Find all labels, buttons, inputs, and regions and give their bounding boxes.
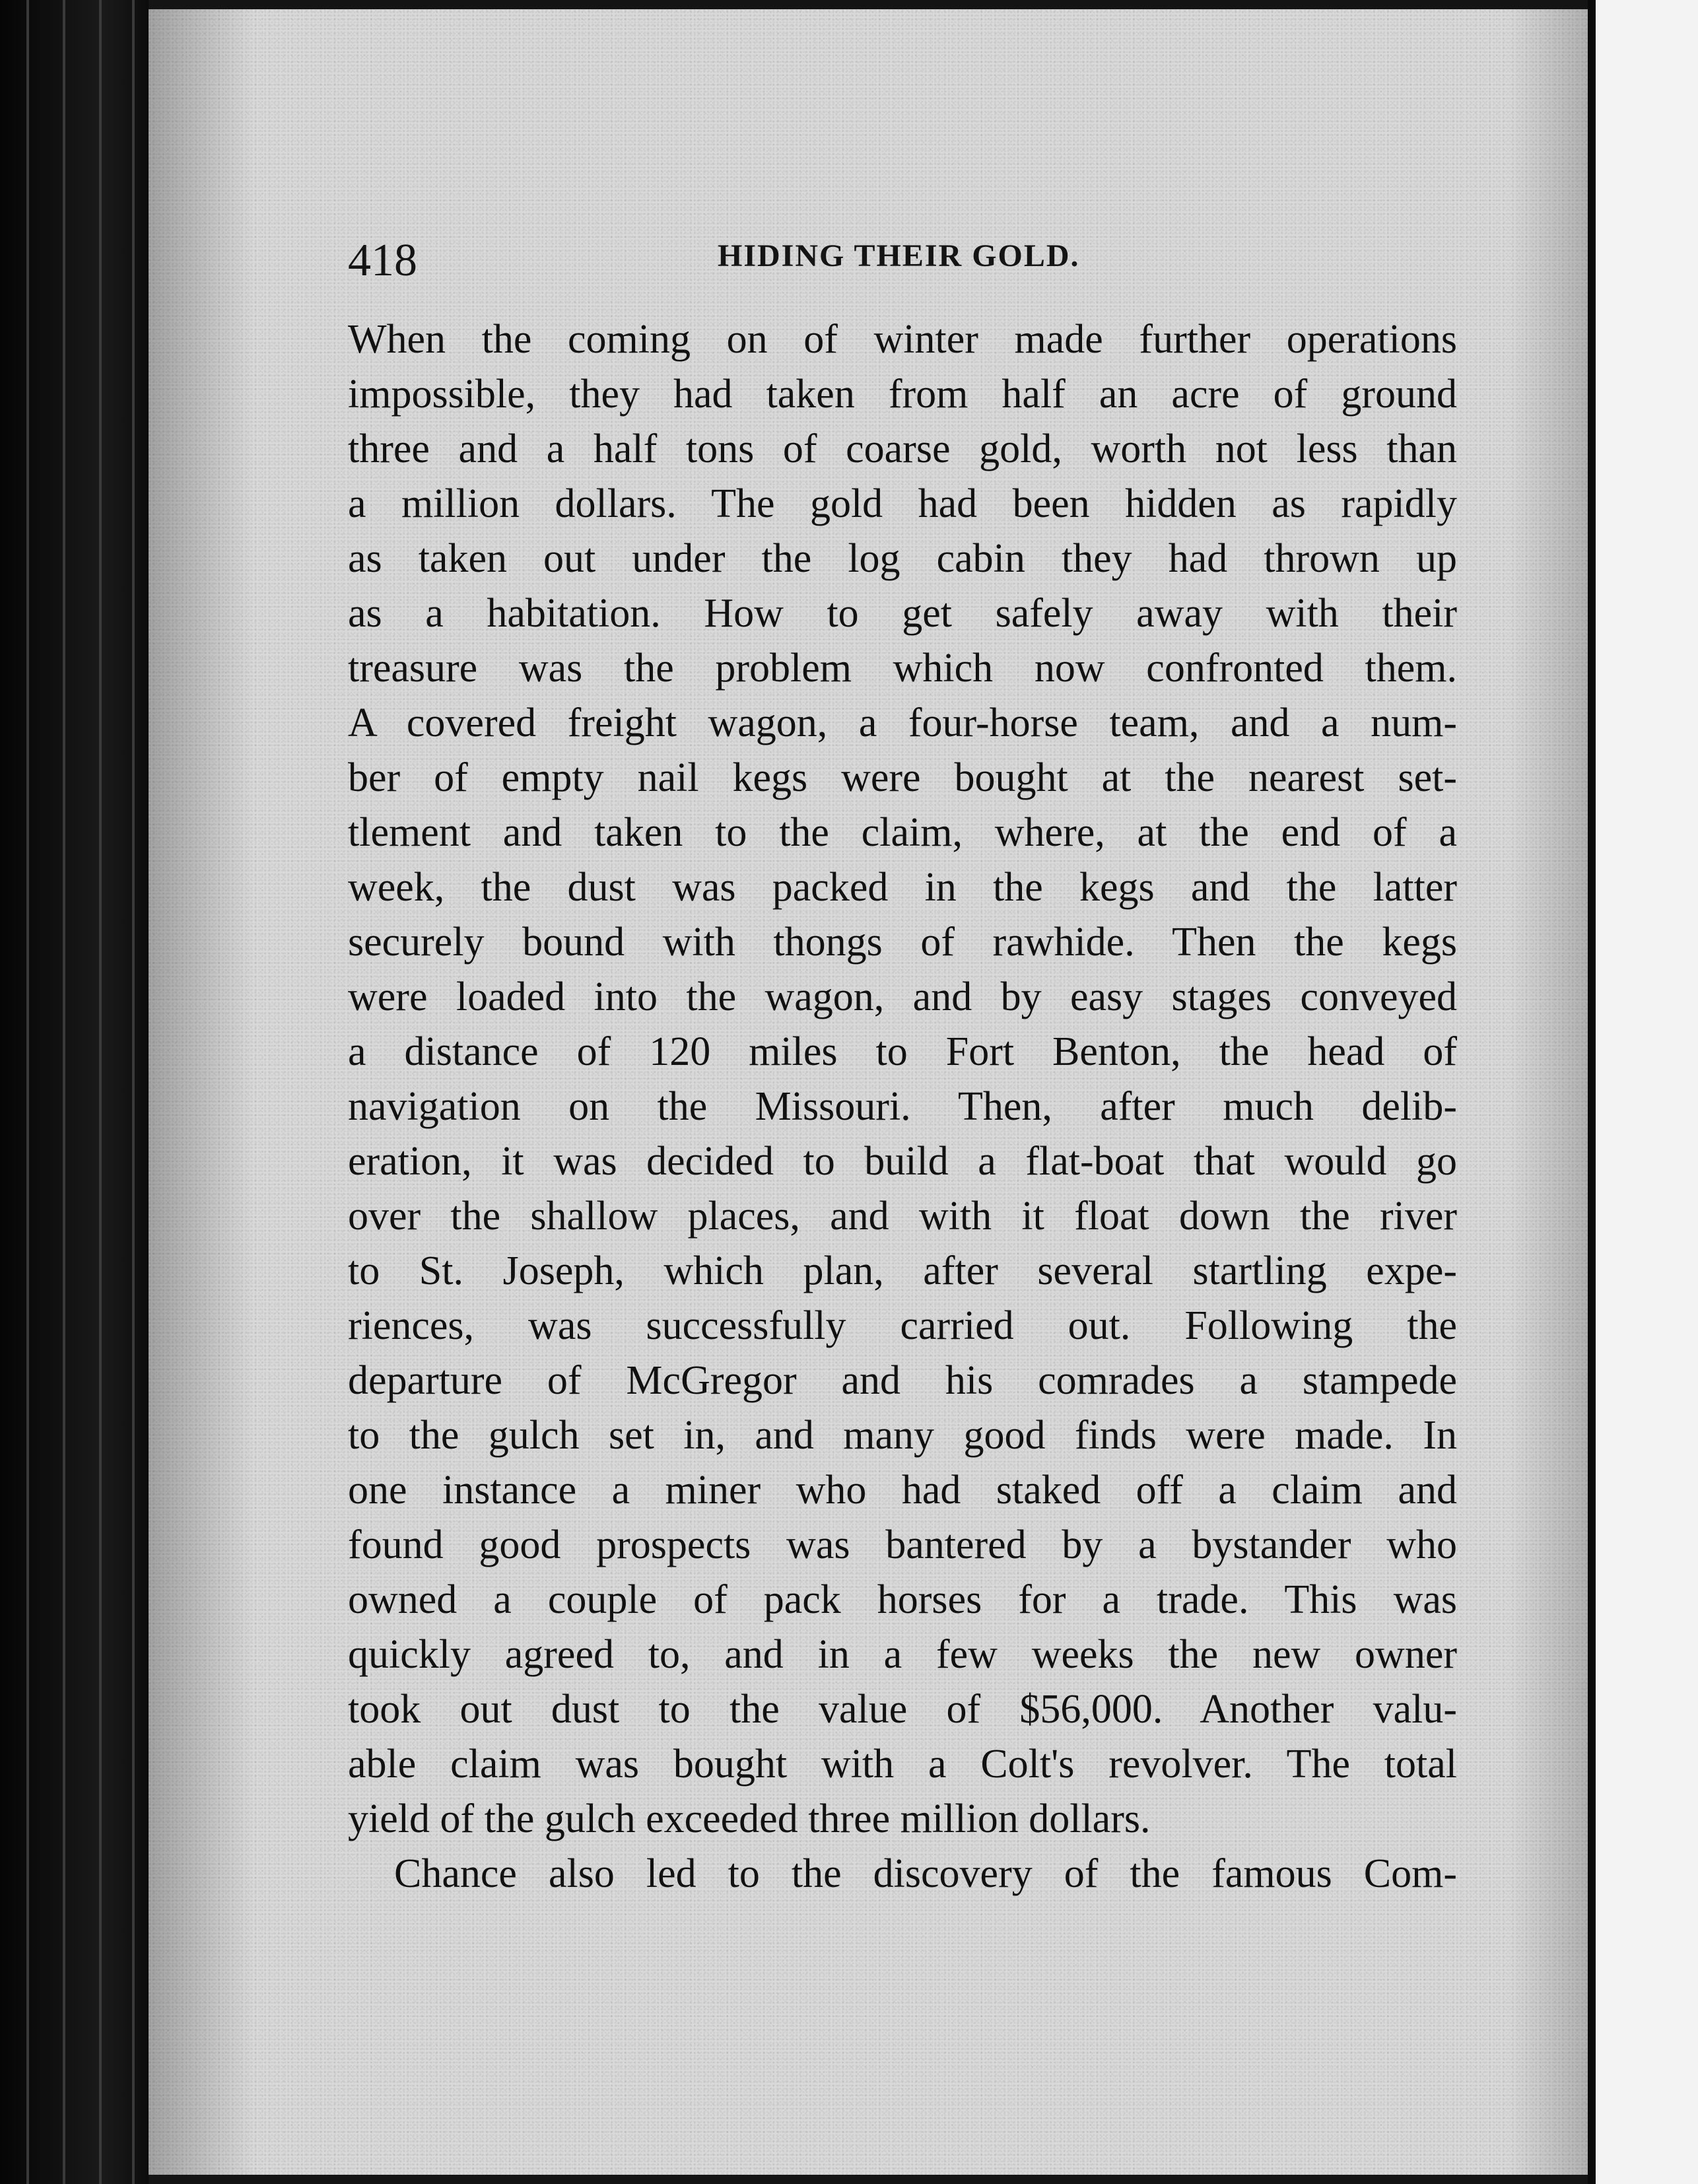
text-line: departure of McGregor and his comrades a stampede [348,1358,1457,1403]
binding-edge-line [132,0,135,2184]
text-line: as a habitation. How to get safely away with their [348,591,1457,636]
page-number: 418 [348,235,417,286]
text-line: ber of empty nail kegs were bought at the nearest set- [348,755,1457,800]
binding-edge-line [26,0,29,2184]
text-line: treasure was the problem which now confronted them. [348,646,1457,691]
text-line: to the gulch set in, and many good finds were made. In [348,1413,1457,1458]
text-line: securely bound with thongs of rawhide. Then the kegs [348,920,1457,965]
page-gutter [1588,0,1596,2184]
text-line: yield of the gulch exceeded three million dollars. [348,1796,1151,1841]
text-line: able claim was bought with a Colt's revolver. The total [348,1742,1457,1787]
page-shadow [1509,0,1588,2184]
text-line: owned a couple of pack horses for a trade. This was [348,1577,1457,1622]
binding-edge-line [99,0,102,2184]
book-binding [0,0,149,2184]
body-text [348,312,1457,1901]
page-bottom-edge [149,2175,1588,2184]
text-line: found good prospects was bantered by a bystander who [348,1522,1457,1567]
binding-edge-line [63,0,65,2184]
text-line: were loaded into the wagon, and by easy stages conveyed [348,974,1457,1019]
text-line: three and a half tons of coarse gold, worth not less than [348,427,1457,471]
facing-page-edge [1596,0,1698,2184]
text-line: over the shallow places, and with it float down the river [348,1194,1457,1239]
text-line: navigation on the Missouri. Then, after much delib- [348,1084,1457,1129]
text-line: a million dollars. The gold had been hidden as rapidly [348,481,1457,526]
text-line: to St. Joseph, which plan, after several startling expe- [348,1248,1457,1293]
text-line: as taken out under the log cabin they had thrown up [348,536,1457,581]
page-top-edge [149,0,1588,9]
text-line: a distance of 120 miles to Fort Benton, the head of [348,1029,1457,1074]
text-line: riences, was successfully carried out. Following the [348,1303,1457,1348]
text-line: When the coming on of winter made further operations [348,317,1457,362]
text-line: took out dust to the value of $56,000. Another valu- [348,1687,1457,1732]
page-header [348,221,1470,300]
text-line: quickly agreed to, and in a few weeks the new owner [348,1632,1457,1677]
page-shadow [149,0,254,2184]
text-line: eration, it was decided to build a flat-boat that would go [348,1139,1457,1184]
text-line: A covered freight wagon, a four-horse team, and a num- [348,700,1457,745]
text-line: one instance a miner who had staked off a claim and [348,1468,1457,1513]
text-line: impossible, they had taken from half an acre of ground [348,372,1457,417]
text-line: Chance also led to the discovery of the famous Com- [394,1851,1457,1896]
text-line: tlement and taken to the claim, where, at the end of a [348,810,1457,855]
text-line: week, the dust was packed in the kegs and the latter [348,865,1457,910]
running-head: HIDING THEIR GOLD. [718,238,1080,273]
